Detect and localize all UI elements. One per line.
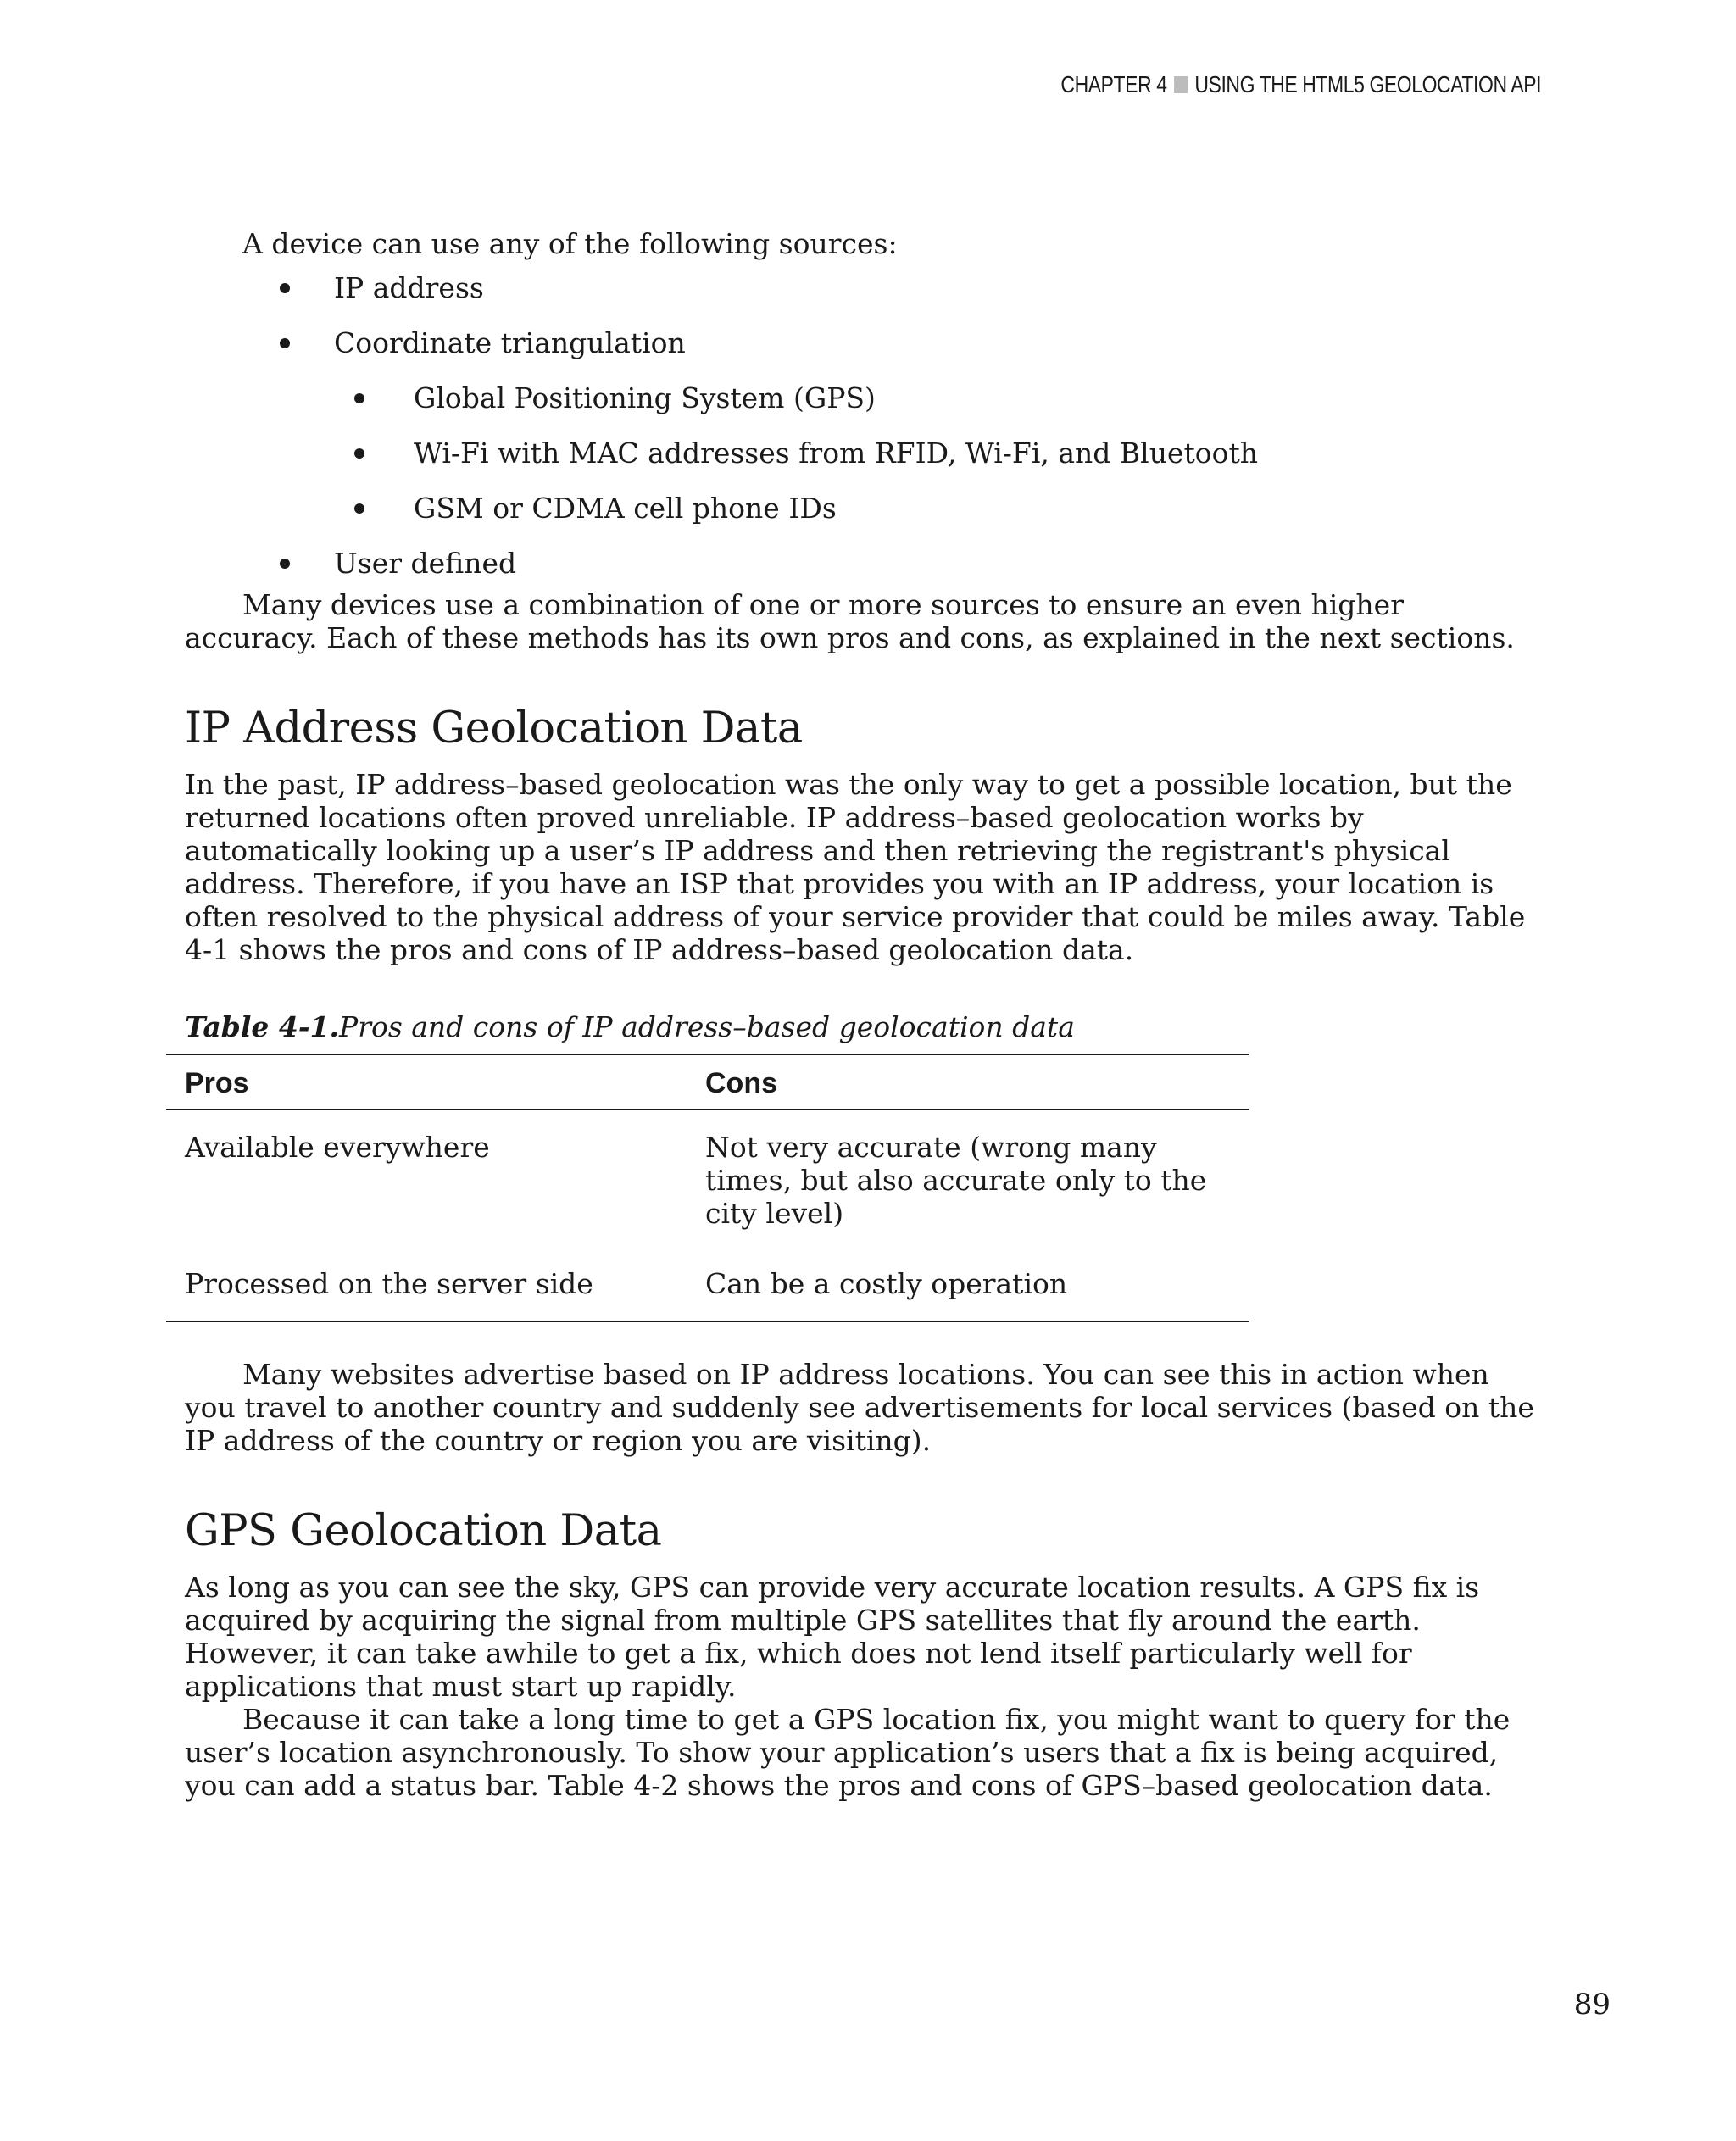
bullet-icon bbox=[354, 393, 364, 403]
pros-cons-table bbox=[166, 1054, 1249, 1322]
chapter-title: USING THE HTML5 GEOLOCATION API bbox=[1194, 71, 1541, 97]
table-cell-pro: Processed on the server side bbox=[166, 1267, 687, 1321]
bullet-icon bbox=[280, 283, 290, 293]
list-item-text: User defined bbox=[334, 547, 517, 580]
table-header-row bbox=[166, 1054, 1249, 1109]
gps-paragraph-2: Because it can take a long time to get a GPS location fix, you might want to query for the user’s location asynchronously. To show your application’s users that a fix is being acquired, you can add a status bar. Table 4-2 shows the pros and cons of GPS–based geolocation data. bbox=[185, 1703, 1511, 1802]
list-item-text: GSM or CDMA cell phone IDs bbox=[414, 492, 837, 525]
combination-paragraph: Many devices use a combination of one or more sources to ensure an even higher accuracy. Each of these methods has its own pros and cons, as explained in the next sections. bbox=[185, 588, 1515, 654]
bullet-icon bbox=[280, 559, 290, 569]
table-caption-label: Table 4-1. bbox=[185, 1010, 339, 1043]
column-header-cons: Cons bbox=[687, 1054, 1249, 1109]
table-cell-pro: Available everywhere bbox=[185, 1131, 490, 1164]
list-item-text: Coordinate triangulation bbox=[334, 326, 686, 359]
table-cell-con: Can be a costly operation bbox=[687, 1267, 1249, 1321]
list-item bbox=[185, 260, 1541, 315]
bullet-icon bbox=[354, 448, 364, 459]
page-number: 89 bbox=[1573, 1988, 1611, 2021]
bullet-icon bbox=[354, 503, 364, 514]
section-heading-ip: IP Address Geolocation Data bbox=[185, 703, 803, 754]
column-header-pros: Pros bbox=[166, 1054, 687, 1109]
page-body bbox=[185, 227, 1541, 1802]
list-item-text: Global Positioning System (GPS) bbox=[414, 381, 876, 414]
header-separator-square bbox=[1174, 76, 1188, 93]
gps-paragraph-1: As long as you can see the sky, GPS can provide very accurate location results. A GPS fix is acquired by acquiring the signal from multiple GPS satellites that fly around the earth. However, it can take awhile to get a fix, which does not lend itself particularly well for applications that must start up rapidly. bbox=[185, 1571, 1480, 1703]
list-item bbox=[185, 425, 1541, 481]
chapter-label: CHAPTER 4 bbox=[1060, 71, 1167, 97]
table-row bbox=[166, 1109, 1249, 1267]
bullet-icon bbox=[280, 338, 290, 348]
sources-list bbox=[185, 260, 1541, 591]
websites-paragraph: Many websites advertise based on IP address locations. You can see this in action when you travel to another country and suddenly see advertisements for local services (based on the IP address of the country or region you are visiting). bbox=[185, 1358, 1534, 1457]
list-item bbox=[185, 370, 1541, 425]
list-item bbox=[185, 536, 1541, 591]
list-item bbox=[185, 315, 1541, 370]
table-row bbox=[166, 1267, 1249, 1321]
running-header bbox=[1060, 71, 1541, 98]
list-item-text: IP address bbox=[334, 271, 484, 304]
table-caption bbox=[185, 1010, 1541, 1043]
list-item-text: Wi-Fi with MAC addresses from RFID, Wi-Fi, and Bluetooth bbox=[414, 437, 1258, 470]
table-cell-con: Not very accurate (wrong many times, but also accurate only to the city level) bbox=[705, 1131, 1207, 1230]
section-heading-gps: GPS Geolocation Data bbox=[185, 1506, 662, 1556]
intro-paragraph: A device can use any of the following sources: bbox=[242, 227, 898, 260]
table-caption-text: Pros and cons of IP address–based geolocation data bbox=[338, 1010, 1075, 1043]
ip-paragraph: In the past, IP address–based geolocation was the only way to get a possible location, but the returned locations often proved unreliable. IP address–based geolocation works by automatically looking up a user’s IP address and then retrieving the registrant's physical address. Therefore, if you have an ISP that provides you with an IP address, your location is often resolved to the physical address of your service provider that could be miles away. Table 4-1 shows the pros and cons of IP address–based geolocation data. bbox=[185, 768, 1526, 966]
list-item bbox=[185, 481, 1541, 536]
